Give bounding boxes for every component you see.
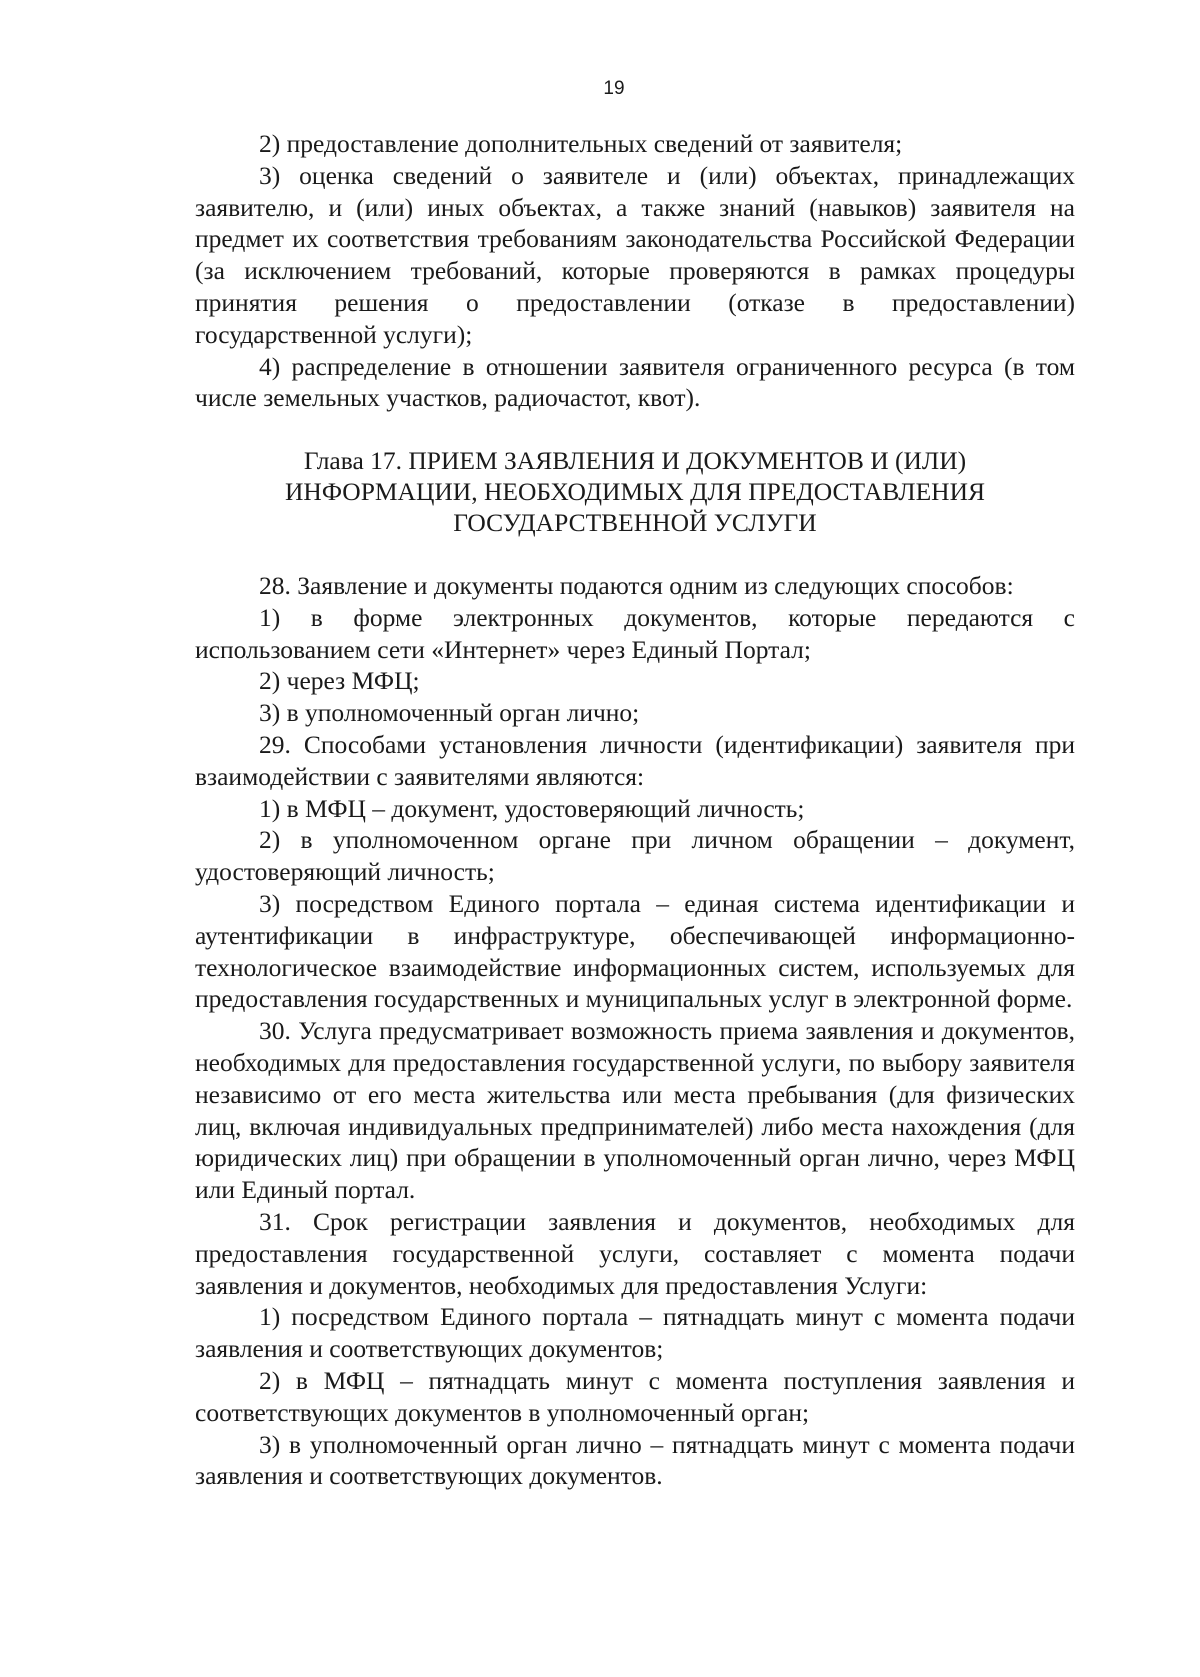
paragraph: 1) в МФЦ – документ, удостоверяющий личность; (259, 793, 805, 823)
chapter-heading-line: ИНФОРМАЦИИ, НЕОБХОДИМЫХ ДЛЯ ПРЕДОСТАВЛЕНИЯ (284, 477, 985, 506)
page-number: 19 (603, 78, 625, 99)
paragraph: 3) в уполномоченный орган лично – пятнадцать минут с момента подачи заявления и соответствующих документов. (195, 1429, 1075, 1491)
paragraph: 3) посредством Единого портала – единая система идентификации и аутентификации в инфраструктуре, обеспечивающей информационно-технологическое взаимодействие информационных систем, используемых для предоставления государственных и муниципальных услуг в электронной форме. (195, 888, 1075, 1014)
paragraph: 4) распределение в отношении заявителя ограниченного ресурса (в том числе земельных участков, радиочастот, квот). (195, 351, 1075, 413)
paragraph: 31. Срок регистрации заявления и документов, необходимых для предоставления государственной услуги, составляет с момента подачи заявления и документов, необходимых для предоставления Услуги: (195, 1206, 1075, 1300)
paragraph: 2) в МФЦ – пятнадцать минут с момента поступления заявления и соответствующих документов в уполномоченный орган; (195, 1365, 1075, 1427)
paragraph: 29. Способами установления личности (идентификации) заявителя при взаимодействии с заявителями являются: (195, 729, 1075, 791)
paragraph: 2) предоставление дополнительных сведений от заявителя; (259, 129, 903, 158)
chapter-heading (195, 445, 1075, 538)
paragraph: 30. Услуга предусматривает возможность приема заявления и документов, необходимых для предоставления государственной услуги, по выбору заявителя независимо от его места жительства или места пребывания (для физических лиц, включая индивидуальных предпринимателей) либо места нахождения (для юридических лиц) при обращении в уполномоченный орган лично, через МФЦ или Единый портал. (195, 1016, 1075, 1205)
paragraph: 2) в уполномоченном органе при личном обращении – документ, удостоверяющий личность; (195, 825, 1075, 887)
text-block-after-heading (195, 570, 1075, 1492)
chapter-heading-line: Глава 17. ПРИЕМ ЗАЯВЛЕНИЯ И ДОКУМЕНТОВ И (ИЛИ) (303, 446, 967, 475)
paragraph: 3) в уполномоченный орган лично; (259, 698, 640, 728)
text-block-before-heading (195, 128, 1075, 414)
paragraph: 3) оценка сведений о заявителе и (или) объектах, принадлежащих заявителю, и (или) иных объектах, а также знаний (навыков) заявителя на предмет их соответствия требованиям законодательства Российской Федерации (за исключением требований, которые проверяются в рамках процедуры принятия решения о предоставлении (отказе в предоставлении) государственной услуги); (195, 160, 1075, 349)
paragraph: 2) через МФЦ; (259, 666, 420, 696)
paragraph: 1) посредством Единого портала – пятнадцать минут с момента подачи заявления и соответствующих документов; (195, 1302, 1075, 1364)
paragraph: 28. Заявление и документы подаются одним из следующих способов: (259, 571, 1014, 600)
chapter-heading-line: ГОСУДАРСТВЕННОЙ УСЛУГИ (453, 508, 817, 537)
paragraph: 1) в форме электронных документов, которые передаются с использованием сети «Интернет» через Единый Портал; (195, 602, 1075, 664)
